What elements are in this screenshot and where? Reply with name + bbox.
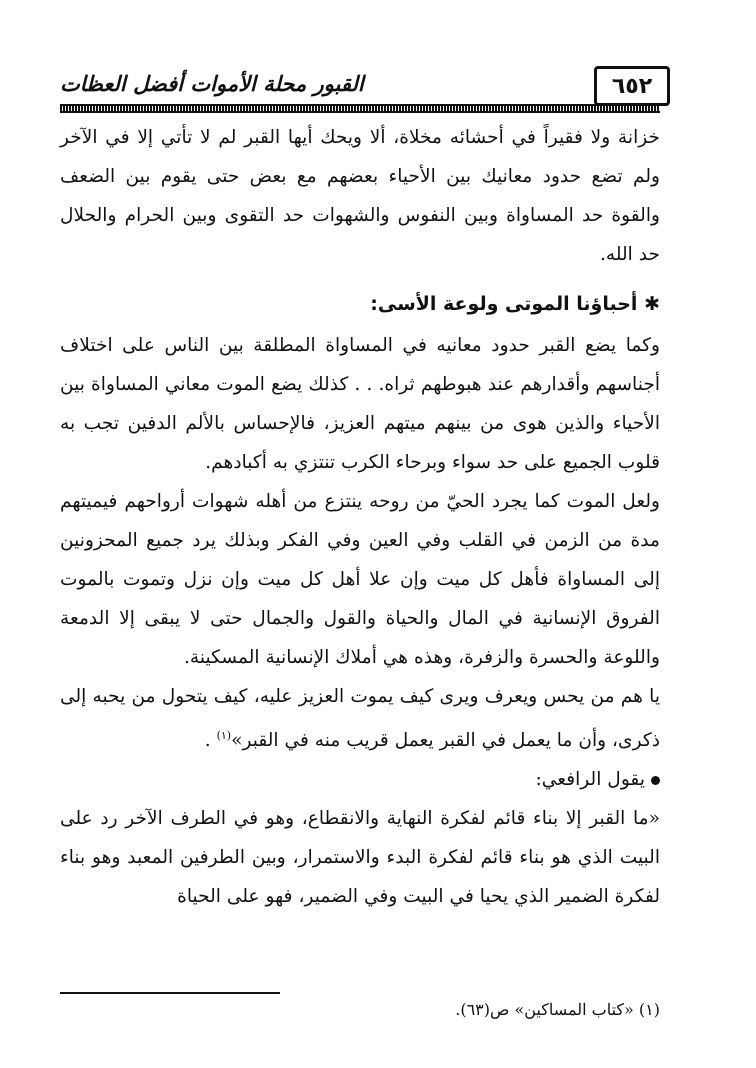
footnote-rule bbox=[60, 992, 280, 994]
asterisk-icon: ✱ bbox=[637, 293, 660, 315]
footnote: (١) «كتاب المساكين» ص(٦٣). bbox=[455, 1000, 660, 1019]
bullet-text: يقول الرافعي: bbox=[535, 769, 645, 791]
footnote-reference: (١) bbox=[216, 729, 232, 742]
bullet-icon bbox=[651, 776, 660, 785]
paragraph-1: خزانة ولا فقيراً في أحشائه مخلاة، ألا ويحك أيها القبر لم لا تأتي إلا في الآخر ولم تضع حدود معانيك بين الأحياء بعضهم مع بعض حتى يقوم بين الضعف والقوة حد المساواة وبين النفوس والشهوات حد التقوى وبين الحرام والحلال حد الله. bbox=[60, 127, 660, 265]
section-heading-text: أحباؤنا الموتى ولوعة الأسى: bbox=[370, 293, 638, 315]
page-number: ٦٥٢ bbox=[594, 66, 670, 106]
paragraph-2: وكما يضع القبر حدود معانيه في المساواة المطلقة بين الناس على اختلاف أجناسهم وأقدارهم عند هبوطهم ثراه. . . كذلك يضع الموت معاني المساواة بين الأحياء والذين هوى من بينهم ميتهم العزيز، فالإحساس بالألم الدفين تجب به قلوب الجميع على حد سواء وبرحاء الكرب تنتزي به أكبادهم. bbox=[60, 335, 660, 473]
paragraph-4 bbox=[60, 677, 660, 760]
bullet-line bbox=[60, 760, 660, 799]
main-text bbox=[60, 118, 660, 916]
section-heading bbox=[60, 284, 660, 324]
paragraph-4-text: يا هم من يحس ويعرف ويرى كيف يموت العزيز عليه، كيف يتحول من يحبه إلى ذكرى، وأن ما يعمل في القبر يعمل قريب منه في القبر» bbox=[60, 686, 660, 752]
paragraph-5: «ما القبر إلا بناء قائم لفكرة النهاية والانقطاع، وهو في الطرف الآخر رد على البيت الذي هو بناء قائم لفكرة البدء والاستمرار، وبين الطرفين المعبد وهو بناء لفكرة الضمير الذي يحيا في البيت وفي الضمير، فهو على الحياة bbox=[60, 808, 660, 908]
paragraph-4-end: . bbox=[204, 730, 217, 752]
header-rule bbox=[60, 104, 660, 113]
paragraph-3: ولعل الموت كما يجرد الحيّ من روحه ينتزع من أهله شهوات أرواحهم فيميتهم مدة من الزمن في القلب وفي العين وفي الفكر وبذلك يرد جميع المحزونين إلى المساواة فأهل كل ميت وإن علا أهل كل ميت وإن نزل وتموت بالموت الفروق الإنسانية في المال والحياة والقول والجمال حتى لا يبقى إلا الدمعة واللوعة والحسرة والزفرة، وهذه هي أملاك الإنسانية المسكينة. bbox=[60, 491, 660, 668]
running-title: القبور محلة الأموات أفضل العظات bbox=[60, 72, 364, 96]
